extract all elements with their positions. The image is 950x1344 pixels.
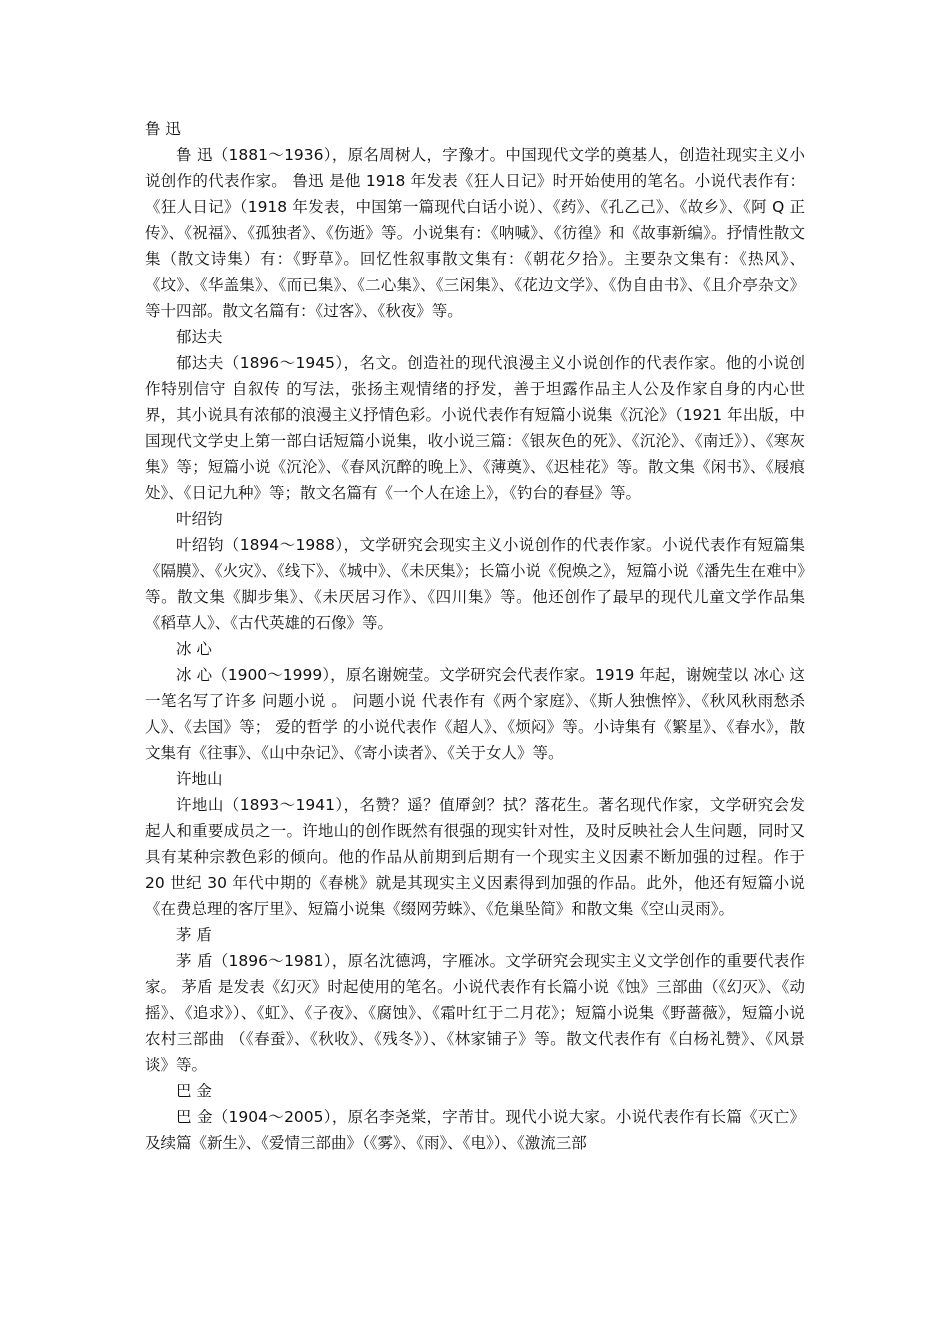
section-paragraph-bing-xin: 冰 心（1900～1999），原名谢婉莹。文学研究会代表作家。1919 年起，谢婉莹以 冰心 这一笔名写了许多 问题小说 。 问题小说 代表作有《两个家庭》、《斯人独憔悴》、《秋风秋雨愁杀人》、《去国》等； 爱的哲学 的小说代表作《超人》、《烦闷》等。小诗集有《繁星》、《春水》，散文集有《往事》、《山中杂记》、《寄小读者》、《关于女人》等。 — [145, 666, 805, 762]
section-paragraph-yu-dafu: 郁达夫（1896～1945），名文。创造社的现代浪漫主义小说创作的代表作家。他的小说创作特别信守 自叙传 的写法，张扬主观情绪的抒发，善于坦露作品主人公及作家自身的内心世界，其小说具有浓郁的浪漫主义抒情色彩。小说代表作有短篇小说集《沉沦》（1921 年出版，中国现代文学史上第一部白话短篇小说集，收小说三篇：《银灰色的死》、《沉沦》、《南迁》）、《寒灰集》等；短篇小说《沉沦》、《春风沉醉的晚上》、《薄奠》、《迟桂花》等。散文集《闲书》、《屐痕处》、《日记九种》等；散文名篇有《一个人在途上》，《钓台的春昼》等。 — [145, 354, 805, 502]
section-heading-ye-shaojun: 叶绍钧 — [176, 510, 223, 528]
section-heading-yu-dafu: 郁达夫 — [176, 328, 223, 346]
section-heading-ba-jin: 巴 金 — [176, 1082, 212, 1100]
section-paragraph-xu-dishan: 许地山（1893～1941），名赞？遥？值厣剑？拭？落花生。著名现代作家，文学研究会发起人和重要成员之一。许地山的创作既然有很强的现实针对性，及时反映社会人生问题，同时又具有某种宗教色彩的倾向。他的作品从前期到后期有一个现实主义因素不断加强的过程。作于 20 世纪 30 年代中期的《春桃》就是其现实主义因素得到加强的作品。此外，他还有短篇小说《在费总理的客厅里》、短篇小说集《缀网劳蛛》、《危巢坠简》和散文集《空山灵雨》。 — [145, 796, 805, 918]
section-paragraph-ye-shaojun: 叶绍钧（1894～1988），文学研究会现实主义小说创作的代表作家。小说代表作有短篇集《隔膜》、《火灾》、《线下》、《城中》、《未厌集》；长篇小说《倪焕之》，短篇小说《潘先生在难中》等。散文集《脚步集》、《未厌居习作》、《四川集》等。他还创作了最早的现代儿童文学作品集《稻草人》、《古代英雄的石像》等。 — [145, 536, 805, 632]
section-paragraph-mao-dun: 茅 盾（1896～1981），原名沈德鸿，字雁冰。文学研究会现实主义文学创作的重要代表作家。 茅盾 是发表《幻灭》时起使用的笔名。小说代表作有长篇小说《蚀》三部曲（《幻灭》、《动摇》、《追求》）、《虹》、《子夜》、《腐蚀》、《霜叶红于二月花》；短篇小说集《野蔷薇》，短篇小说 农村三部曲 （《春蚕》、《秋收》、《残冬》）、《林家铺子》等。散文代表作有《白杨礼赞》、《风景谈》等。 — [145, 952, 805, 1074]
section-paragraph-lu-xun: 鲁 迅（1881～1936），原名周树人，字豫才。中国现代文学的奠基人，创造社现实主义小说创作的代表作家。 鲁迅 是他 1918 年发表《狂人日记》时开始使用的笔名。小说代表作有：《狂人日记》（1918 年发表，中国第一篇现代白话小说）、《药》、《孔乙己》、《故乡》、《阿 Q 正传》、《祝福》、《孤独者》、《伤逝》等。小说集有：《呐喊》、《彷徨》和《故事新编》。抒情性散文集（散文诗集）有：《野草》。回忆性叙事散文集有：《朝花夕拾》。主要杂文集有：《热风》、《坟》、《华盖集》、《而已集》、《二心集》、《三闲集》、《花边文学》、《伪自由书》、《且介亭杂文》等十四部。散文名篇有：《过客》、《秋夜》等。 — [145, 146, 805, 320]
section-heading-lu-xun: 鲁 迅 — [145, 120, 181, 138]
section-heading-mao-dun: 茅 盾 — [176, 926, 212, 944]
document-body — [145, 116, 805, 1156]
section-heading-bing-xin: 冰 心 — [176, 640, 212, 658]
section-paragraph-ba-jin: 巴 金（1904～2005），原名李尧棠，字芾甘。现代小说大家。小说代表作有长篇《灭亡》及续篇《新生》、《爱情三部曲》（《雾》、《雨》、《电》）、《激流三部 — [145, 1108, 805, 1152]
section-heading-xu-dishan: 许地山 — [176, 770, 223, 788]
